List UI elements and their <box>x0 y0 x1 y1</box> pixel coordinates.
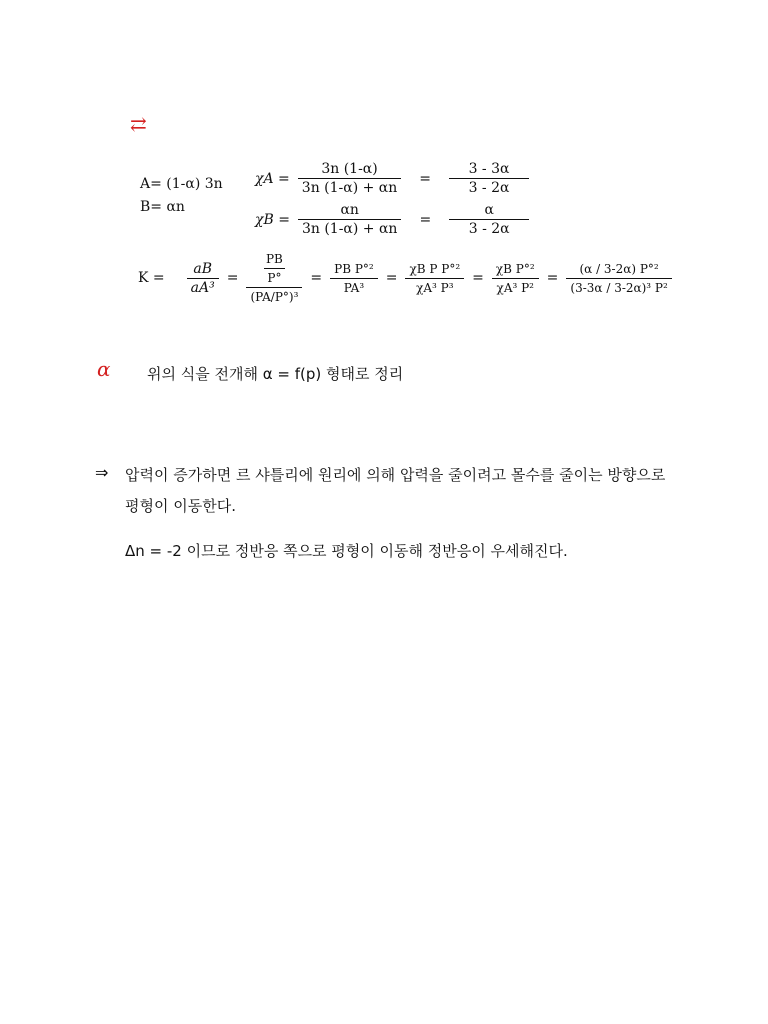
k-term-2-den: (PA/P°)³ <box>250 290 299 304</box>
k-term-6-num: (α / 3-2α) P°² <box>579 261 659 276</box>
k-term-4-den: χA³ P³ <box>416 280 454 295</box>
implies-arrow-icon: ⇒ <box>95 463 109 482</box>
xb-simp-denominator: 3 - 2α <box>468 221 510 237</box>
k-eq-5: = <box>546 270 559 286</box>
alpha-marker: α <box>97 357 111 381</box>
mole-fraction-a <box>255 160 529 197</box>
equilibrium-constant-expression <box>138 250 672 306</box>
a-definition: A= (1-α) 3n <box>140 176 223 192</box>
k-term-2-num-bot: P° <box>267 271 282 285</box>
xb-numerator: αn <box>340 202 359 218</box>
k-term-4-num: χB P P°² <box>409 261 461 276</box>
k-term-6-den: (3-3α / 3-2α)³ P² <box>570 280 668 295</box>
k-eq-2: = <box>310 270 323 286</box>
xa-denominator: 3n (1-α) + αn <box>301 180 398 196</box>
xa-numerator: 3n (1-α) <box>321 161 378 177</box>
k-term-1 <box>187 260 219 297</box>
conclusion-line-3: Δn = -2 이므로 정반응 쪽으로 평형이 이동해 정반응이 우세해진다. <box>125 542 568 560</box>
k-term-4 <box>405 260 464 297</box>
k-term-1-num: aB <box>193 260 212 277</box>
k-term-2-num <box>260 250 289 287</box>
xb-simp-numerator: α <box>484 202 494 218</box>
k-eq-4: = <box>472 270 484 286</box>
k-term-5 <box>492 260 539 297</box>
xa-fraction <box>298 160 402 197</box>
k-term-6 <box>566 260 671 297</box>
xb-equals: = <box>419 211 432 228</box>
k-term-5-den: χA³ P² <box>496 280 534 295</box>
alpha-note-text: 위의 식을 전개해 α = f(p) 형태로 정리 <box>147 365 404 383</box>
k-term-3 <box>330 260 378 297</box>
xa-simp-denominator: 3 - 2α <box>468 180 510 196</box>
k-term-3-den: PA³ <box>343 280 365 295</box>
k-term-3-num: PB P°² <box>334 261 374 276</box>
xa-equals: = <box>419 170 432 187</box>
k-term-5-num: χB P°² <box>495 261 535 276</box>
xa-simp-numerator: 3 - 3α <box>468 161 510 177</box>
k-term-2 <box>246 250 302 306</box>
conclusion-line-2: 평형이 이동한다. <box>125 497 236 515</box>
xb-fraction <box>298 201 402 238</box>
k-eq-3: = <box>385 270 398 286</box>
conclusion-line-1: 압력이 증가하면 르 샤틀리에 원리에 의해 압력을 줄이려고 몰수를 줄이는 방향으로 <box>125 466 666 484</box>
equilibrium-arrows-icon: ⇄ <box>130 112 147 136</box>
b-definition: B= αn <box>140 199 185 215</box>
k-eq-1: = <box>226 270 239 286</box>
k-term-2-num-top: PB <box>264 250 285 269</box>
k-label: K = <box>138 270 165 286</box>
mole-fraction-b <box>255 201 529 238</box>
k-term-1-den: aA³ <box>190 279 215 296</box>
xb-simplified <box>449 201 529 238</box>
xb-label: χB = <box>255 211 290 228</box>
xa-simplified <box>449 160 529 197</box>
xa-label: χA = <box>255 170 290 187</box>
xb-denominator: 3n (1-α) + αn <box>301 221 398 237</box>
